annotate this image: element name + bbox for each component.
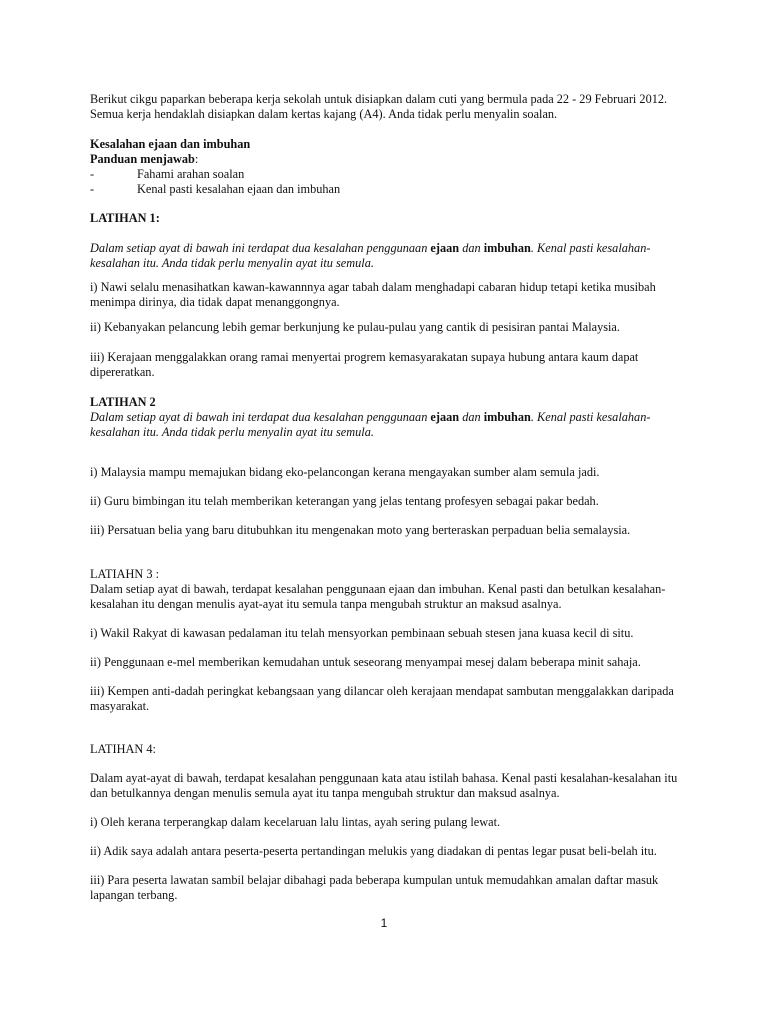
- section-heading-latihan-4: LATIHAN 4:: [90, 742, 156, 756]
- instruction-text: . Kenal pasti kesalahan-kesalahan itu. Anda tidak perlu menyalin ayat itu semula.: [90, 241, 651, 270]
- list-dash: -: [90, 182, 95, 196]
- instruction-bold-ejaan: ejaan: [430, 410, 460, 424]
- intro-paragraph: Berikut cikgu paparkan beberapa kerja sekolah untuk disiapkan dalam cuti yang bermula pada 22 - 29 Februari 2012. Semua kerja hendaklah disiapkan dalam kertas kajang (A4). Anda tidak perlu menyalin soalan.: [90, 92, 668, 121]
- question-item: iii) Persatuan belia yang baru ditubuhkan itu mengenakan moto yang berteraskan perpaduan belia semalaysia.: [90, 523, 631, 537]
- question-item: iii) Kerajaan menggalakkan orang ramai menyertai progrem kemasyarakatan supaya hubung antara kaum dapat dipereratkan.: [90, 350, 639, 379]
- instruction-text: dan: [459, 410, 484, 424]
- question-item: i) Malaysia mampu memajukan bidang eko-pelancongan kerana mengayakan sumber alam semula jadi.: [90, 465, 600, 479]
- question-item: i) Oleh kerana terperangkap dalam kecelaruan lalu lintas, ayah sering pulang lewat.: [90, 815, 501, 829]
- instruction-bold-imbuhan: imbuhan: [483, 241, 531, 255]
- section-heading-latihan-3: LATIAHN 3 :: [90, 567, 159, 581]
- question-item: iii) Para peserta lawatan sambil belajar dibahagi pada beberapa kumpulan untuk memudahkan amalan daftar masuk lapangan terbang.: [90, 873, 659, 902]
- section-heading-latihan-2: LATIHAN 2: [90, 395, 156, 409]
- list-dash: -: [90, 167, 95, 181]
- page-number: 1: [380, 916, 388, 930]
- guide-heading: [90, 152, 682, 167]
- instruction-latihan-2: [90, 410, 682, 440]
- question-item: iii) Kempen anti-dadah peringkat kebangsaan yang dilancar oleh kerajaan mendapat sambutan menggalakkan daripada masyarakat.: [90, 684, 674, 713]
- instruction-latihan-4: Dalam ayat-ayat di bawah, terdapat kesalahan penggunaan kata atau istilah bahasa. Kenal pasti kesalahan-kesalahan itu dan betulkannya dengan menulis semula ayat itu tanpa mengubah struktur dan maksud asalnya.: [90, 771, 678, 800]
- question-item: i) Nawi selalu menasihatkan kawan-kawannnya agar tabah dalam menghadapi cabaran hidup tetapi ketika musibah menimpa dirinya, dia tidak dapat menanggongnya.: [90, 280, 656, 309]
- question-item: ii) Guru bimbingan itu telah memberikan keterangan yang jelas tentang profesyen sebagai pakar bedah.: [90, 494, 599, 508]
- instruction-bold-imbuhan: imbuhan: [483, 410, 531, 424]
- question-item: ii) Kebanyakan pelancung lebih gemar berkunjung ke pulau-pulau yang cantik di pesisiran pantai Malaysia.: [90, 320, 620, 334]
- guide-label: Panduan menjawab: [90, 152, 195, 166]
- question-item: i) Wakil Rakyat di kawasan pedalaman itu telah mensyorkan pembinaan sebuah stesen jana kuasa kecil di situ.: [90, 626, 634, 640]
- instruction-latihan-1: [90, 241, 682, 271]
- guide-item-text: Kenal pasti kesalahan ejaan dan imbuhan: [137, 182, 341, 196]
- instruction-text: . Kenal pasti kesalahan-kesalahan itu. Anda tidak perlu menyalin ayat itu semula.: [90, 410, 651, 439]
- question-item: ii) Adik saya adalah antara peserta-peserta pertandingan melukis yang diadakan di pentas legar pusat beli-belah itu.: [90, 844, 657, 858]
- question-item: ii) Penggunaan e-mel memberikan kemudahan untuk seseorang menyampai mesej dalam beberapa minit sahaja.: [90, 655, 641, 669]
- guide-colon: :: [194, 152, 199, 166]
- section-heading-latihan-1: LATIHAN 1:: [90, 211, 160, 225]
- instruction-text: dan: [459, 241, 484, 255]
- instruction-text: Dalam setiap ayat di bawah ini terdapat dua kesalahan penggunaan: [90, 241, 431, 255]
- instruction-bold-ejaan: ejaan: [430, 241, 460, 255]
- instruction-latihan-3: Dalam setiap ayat di bawah, terdapat kesalahan penggunaan ejaan dan imbuhan. Kenal pasti dan betulkan kesalahan-kesalahan itu dengan menulis ayat-ayat itu semula tanpa mengubah struktur an maksud asalnya.: [90, 582, 666, 611]
- topic-title: Kesalahan ejaan dan imbuhan: [90, 137, 251, 151]
- guide-item-text: Fahami arahan soalan: [137, 167, 245, 181]
- instruction-text: Dalam setiap ayat di bawah ini terdapat dua kesalahan penggunaan: [90, 410, 431, 424]
